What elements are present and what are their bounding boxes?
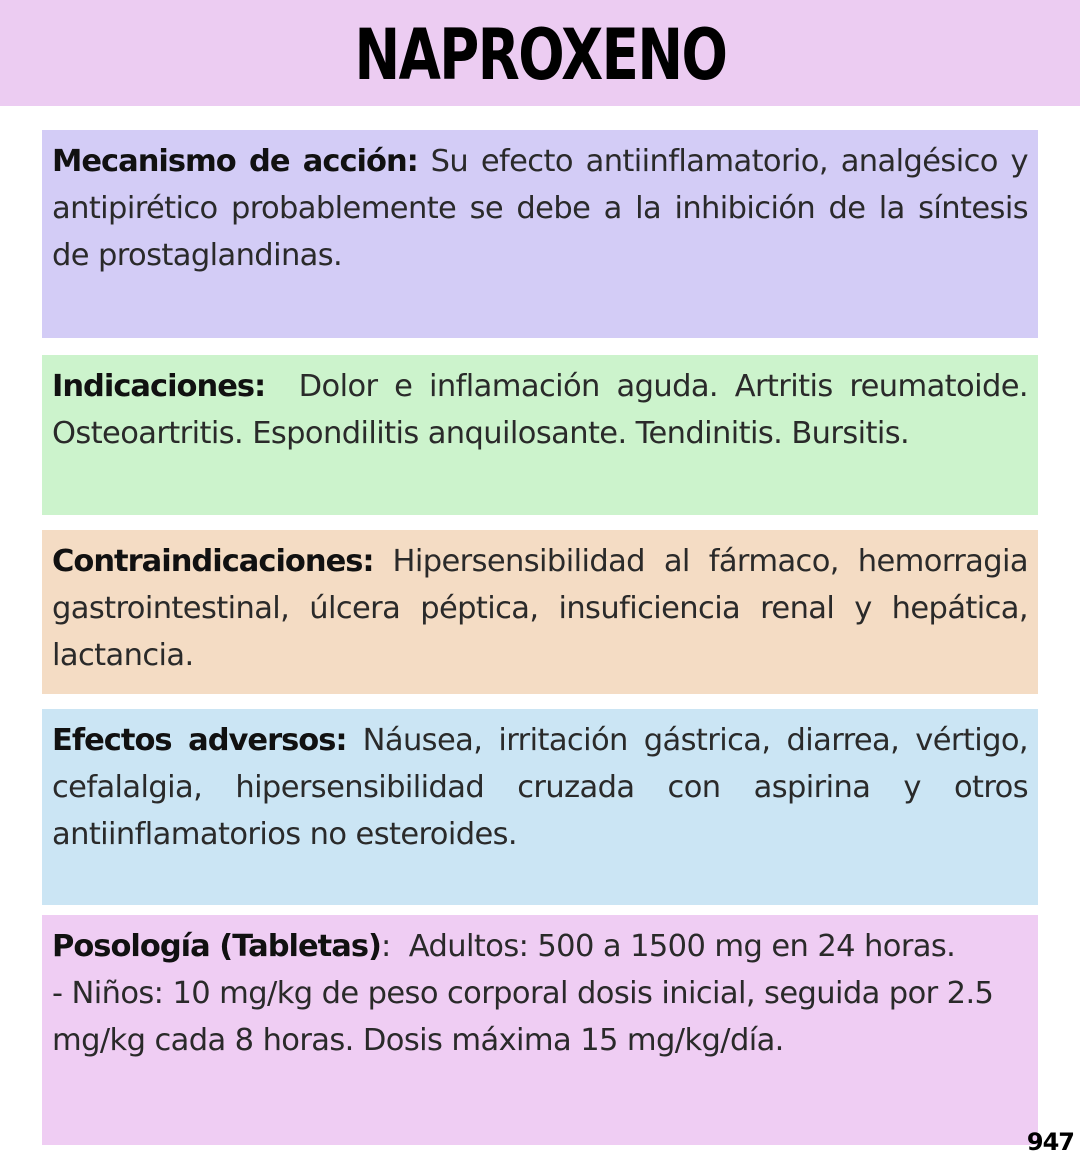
page-number: 947 (1026, 1128, 1074, 1156)
section-heading: Mecanismo de acción: (52, 144, 418, 179)
section-text: Su efecto antiinflamatorio, analgésico y antipirético probablemente se debe a la inhibición de la síntesis de prostaglandinas. (52, 144, 1028, 273)
section-text: Hipersensibilidad al fármaco, hemorragia gastrointestinal, úlcera péptica, insuficiencia renal y hepática, lactancia. (52, 544, 1028, 673)
section-text: Dolor e inflamación aguda. Artritis reumatoide. Osteoartritis. Espondilitis anquilosante. Tendinitis. Bursitis. (52, 369, 1038, 451)
section-text: : Adultos: 500 a 1500 mg en 24 horas. (380, 929, 956, 964)
section-efectos-adversos (42, 709, 1038, 905)
section-heading: Contraindicaciones: (52, 544, 374, 579)
section-heading: Posología (Tabletas) (52, 929, 381, 964)
section-indicaciones (42, 355, 1038, 515)
title-band (0, 0, 1080, 106)
section-heading: Indicaciones: (52, 369, 266, 404)
posologia-line-1 (52, 923, 1028, 970)
posologia-line-2: - Niños: 10 mg/kg de peso corporal dosis inicial, seguida por 2.5 mg/kg cada 8 horas. Dosis máxima 15 mg/kg/día. (52, 976, 994, 1058)
section-mecanismo (42, 130, 1038, 338)
section-contraindicaciones (42, 530, 1038, 694)
section-text: Náusea, irritación gástrica, diarrea, vértigo, cefalalgia, hipersensibilidad cruzada con aspirina y otros antiinflamatorios no esteroides. (52, 723, 1028, 852)
page-title: NAPROXENO (354, 14, 726, 96)
section-posologia (42, 915, 1038, 1145)
section-heading: Efectos adversos: (52, 723, 347, 758)
